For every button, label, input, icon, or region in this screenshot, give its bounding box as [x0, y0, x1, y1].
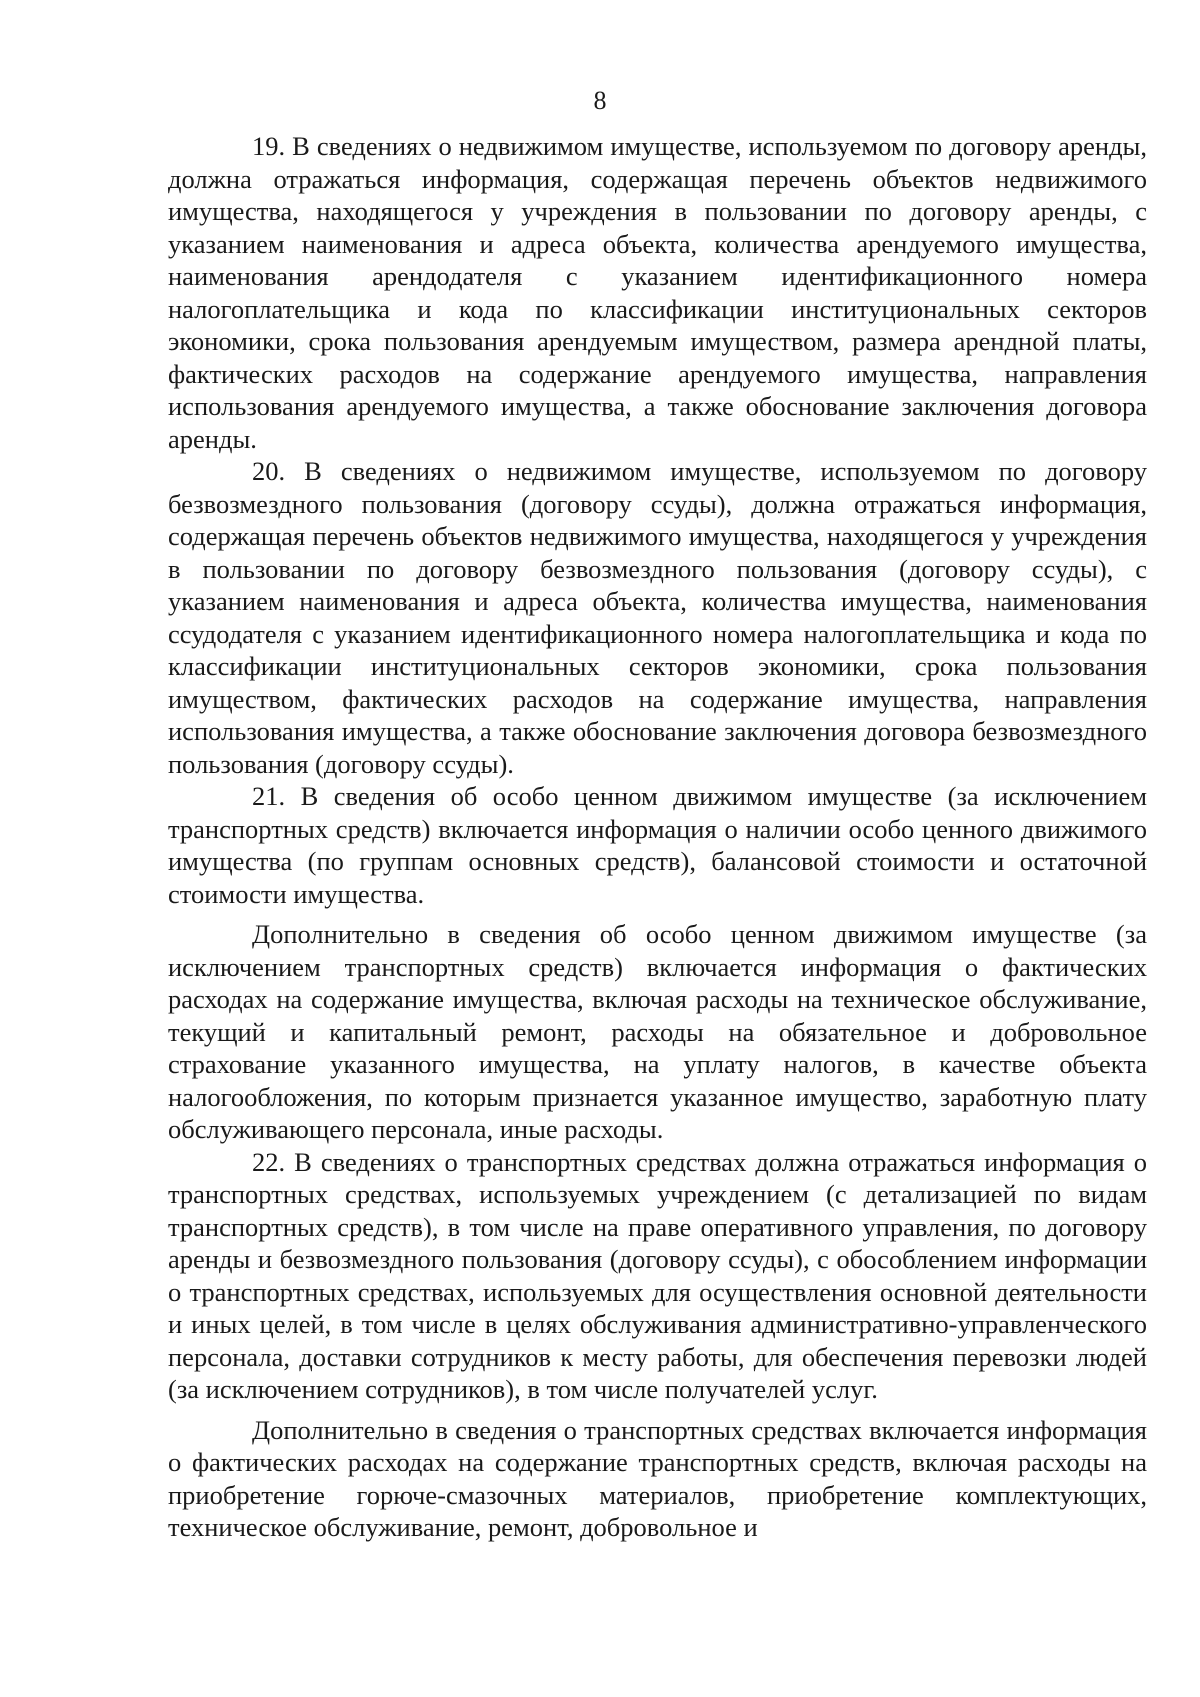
page-number: 8 [593, 86, 607, 115]
paragraph-21: 21. В сведения об особо ценном движимом имуществе (за исключением транспортных средств) включается информация о наличии особо ценного движимого имущества (по группам основных средств), балансовой стоимости и остаточной стоимости имущества. [168, 781, 1147, 909]
paragraph-19: 19. В сведениях о недвижимом имуществе, используемом по договору аренды, должна отражаться информация, содержащая перечень объектов недвижимого имущества, находящегося у учреждения в пользовании по договору аренды, с указанием наименования и адреса объекта, количества арендуемого имущества, наименования арендодателя с указанием идентификационного номера налогоплательщика и кода по классификации институциональных секторов экономики, срока пользования арендуемым имуществом, размера арендной платы, фактических расходов на содержание арендуемого имущества, направления использования арендуемого имущества, а также обоснование заключения договора аренды. [168, 131, 1147, 454]
paragraph-20: 20. В сведениях о недвижимом имуществе, используемом по договору безвозмездного пользования (договору ссуды), должна отражаться информация, содержащая перечень объектов недвижимого имущества, находящегося у учреждения в пользовании по договору безвозмездного пользования (договору ссуды), с указанием наименования и адреса объекта, количества имущества, наименования ссудодателя с указанием идентификационного номера налогоплательщика и кода по классификации институциональных секторов экономики, срока пользования имуществом, фактических расходов на содержание имущества, направления использования имущества, а также обоснование заключения договора безвозмездного пользования (договору ссуды). [168, 456, 1147, 779]
paragraph-22-additional: Дополнительно в сведения о транспортных средствах включается информация о фактических расходах на содержание транспортных средств, включая расходы на приобретение горюче-смазочных материалов, приобретение комплектующих, техническое обслуживание, ремонт, добровольное и [168, 1414, 1147, 1542]
paragraph-21-additional: Дополнительно в сведения об особо ценном движимом имуществе (за исключением транспортных средств) включается информация о фактических расходах на содержание имущества, включая расходы на техническое обслуживание, текущий и капитальный ремонт, расходы на обязательное и добровольное страхование указанного имущества, на уплату налогов, в качестве объекта налогообложения, по которым признается указанное имущество, заработную плату обслуживающего персонала, иные расходы. [168, 919, 1147, 1144]
document-body [168, 130, 1147, 1544]
paragraph-22: 22. В сведениях о транспортных средствах должна отражаться информация о транспортных средствах, используемых учреждением (с детализацией по видам транспортных средств), в том числе на праве оперативного управления, по договору аренды и безвозмездного пользования (договору ссуды), с обособлением информации о транспортных средствах, используемых для осуществления основной деятельности и иных целей, в том числе в целях обслуживания административно-управленческого персонала, доставки сотрудников к месту работы, для обеспечения перевозки людей (за исключением сотрудников), в том числе получателей услуг. [168, 1146, 1147, 1404]
